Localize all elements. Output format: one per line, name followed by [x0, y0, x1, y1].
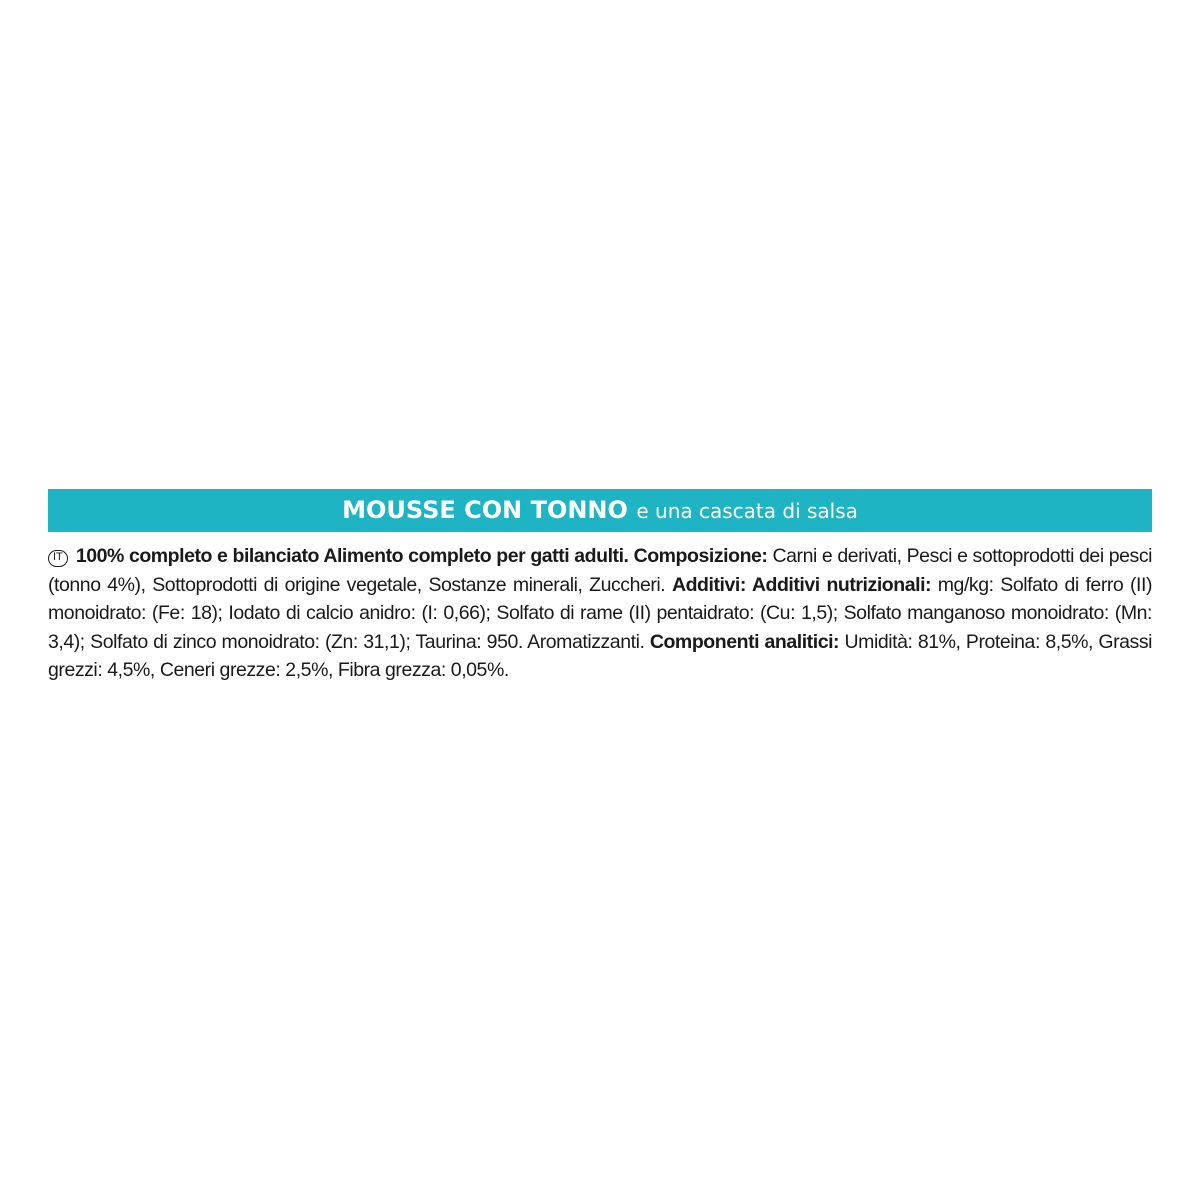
analytical-text: Umidità: 81%, Proteina: 8,5%, Grassi grezzi: 4,5%, Ceneri grezze: 2,5%, Fibra grezza: 0,05%.: [48, 630, 1153, 681]
additives-text: mg/kg: Solfato di ferro (II) monoidrato: (Fe: 18); Iodato di calcio anidro: (I: 0,66); Solfato di rame (II) pentaidrato: (Cu: 1,5); Solfato manganoso monoidrato: (Mn: 3,4); Solfato di zinco monoidrato: (Zn: 31,1); Taurina: 950. Aromatizzanti.: [48, 573, 1153, 653]
additives-heading: Additivi: Additivi nutrizionali:: [671, 573, 932, 596]
language-badge: IT: [48, 550, 68, 567]
analytical-heading: Componenti analitici:: [649, 630, 840, 653]
product-title-bar: [48, 489, 1152, 532]
product-subtitle: e una cascata di salsa: [636, 499, 858, 523]
product-title: MOUSSE CON TONNO: [342, 496, 628, 524]
composition-text: Carni e derivati, Pesci e sottoprodotti dei pesci (tonno 4%), Sottoprodotti di origine vegetale, Sostanze minerali, Zuccheri.: [48, 545, 1153, 596]
ingredients-paragraph: [48, 542, 1152, 685]
product-label-panel: [48, 489, 1152, 685]
composition-heading: Composizione:: [633, 545, 768, 567]
intro-statement: 100% completo e bilanciato Alimento completo per gatti adulti.: [75, 545, 629, 567]
